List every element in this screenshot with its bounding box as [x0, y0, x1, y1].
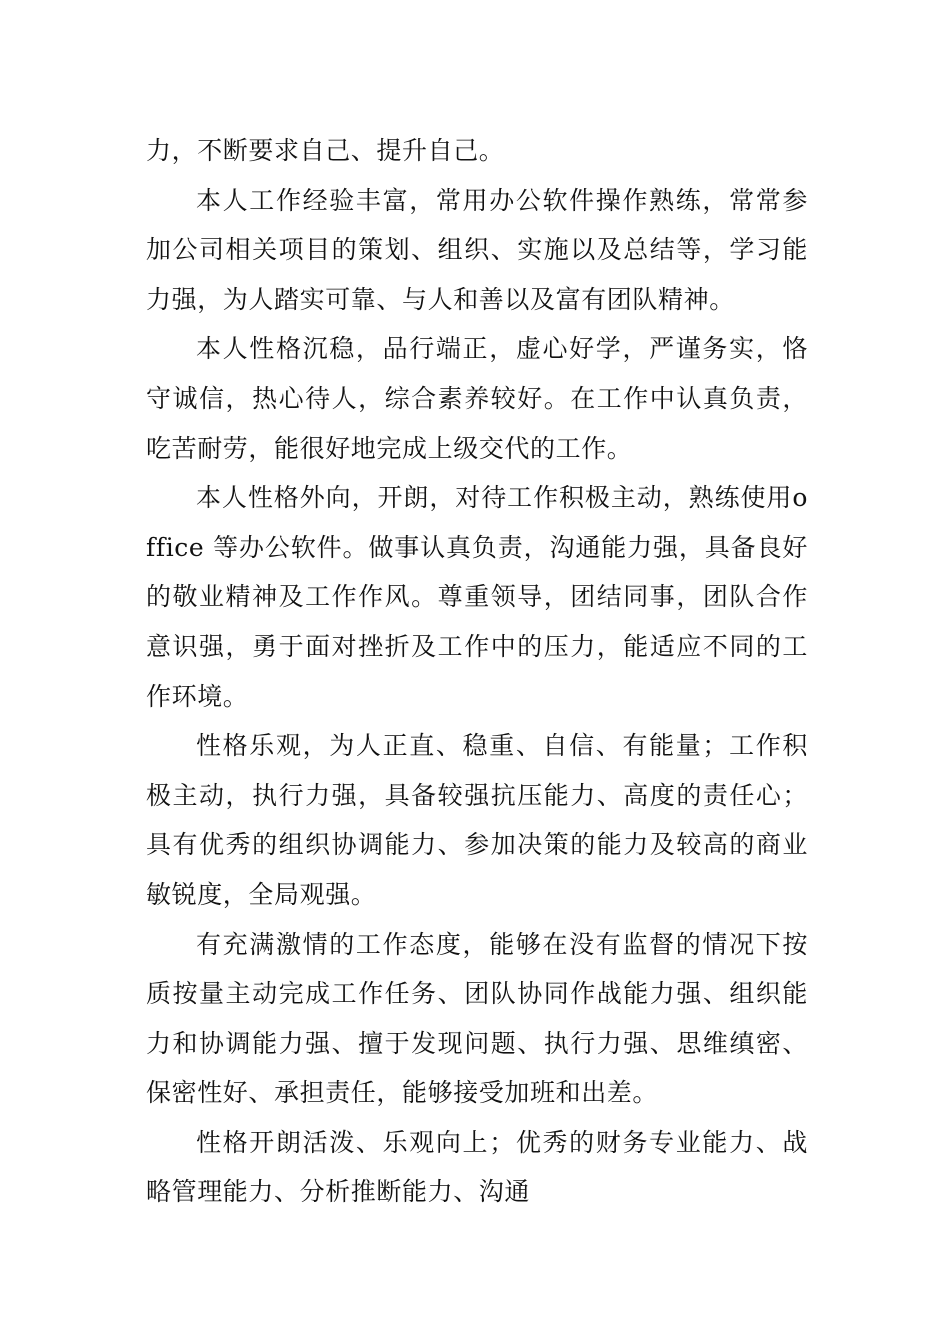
- paragraph-personality-steady: 本人性格沉稳，品行端正，虚心好学，严谨务实，恪守诚信，热心待人，综合素养较好。在工作中认真负责，吃苦耐劳，能很好地完成上级交代的工作。: [146, 334, 808, 463]
- paragraph-optimistic: 性格乐观，为人正直、稳重、自信、有能量；工作积极主动，执行力强，具备较强抗压能力、高度的责任心；具有优秀的组织协调能力、参加决策的能力及较高的商业敏锐度，全局观强。: [146, 731, 808, 909]
- paragraph-continued: 力，不断要求自己、提升自己。: [146, 136, 505, 165]
- paragraph-personality-outgoing: 本人性格外向，开朗，对待工作积极主动，熟练使用office 等办公软件。做事认真负责，沟通能力强，具备良好的敬业精神及工作作风。尊重领导，团结同事，团队合作意识强，勇于面对挫折及工作中的压力，能适应不同的工作环境。: [146, 483, 808, 711]
- paragraph-cheerful: 性格开朗活泼、乐观向上；优秀的财务专业能力、战略管理能力、分析推断能力、沟通: [146, 1127, 808, 1207]
- paragraph-work-experience: 本人工作经验丰富，常用办公软件操作熟练，常常参加公司相关项目的策划、组织、实施以及总结等，学习能力强，为人踏实可靠、与人和善以及富有团队精神。: [146, 185, 808, 314]
- document-body: [146, 126, 808, 1217]
- paragraph-passionate: 有充满激情的工作态度，能够在没有监督的情况下按质按量主动完成工作任务、团队协同作战能力强、组织能力和协调能力强、擅于发现问题、执行力强、思维缜密、保密性好、承担责任，能够接受加班和出差。: [146, 929, 808, 1108]
